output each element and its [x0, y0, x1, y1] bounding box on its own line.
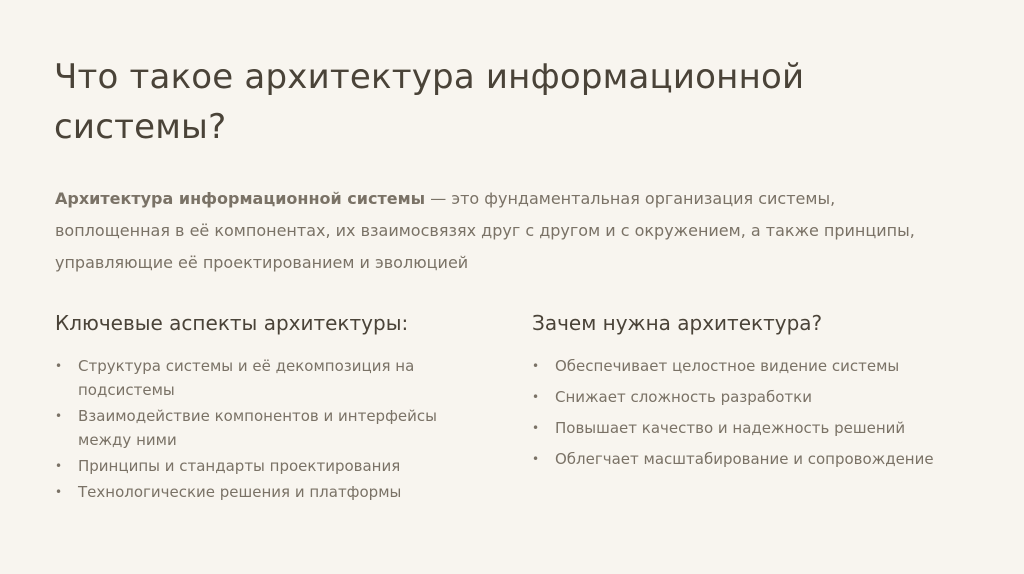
- key-aspects-heading: Ключевые аспекты архитектуры:: [55, 311, 409, 335]
- definition-paragraph: [55, 183, 955, 279]
- list-item: [55, 354, 475, 402]
- list-item-text: Снижает сложность разработки: [555, 388, 812, 406]
- slide-title: Что такое архитектура информационной системы?: [54, 57, 805, 147]
- list-item: [532, 354, 992, 378]
- list-item-text: Технологические решения и платформы: [78, 483, 402, 501]
- definition-term: Архитектура информационной системы: [55, 189, 426, 208]
- why-architecture-list: [532, 354, 992, 471]
- bullet-icon: •: [532, 359, 540, 373]
- list-item: [532, 416, 992, 440]
- definition-text: — это фундаментальная организация системы, воплощенная в её компонентах, их взаимосвязях друг с другом и с окружением, а также принципы, управляющие её проектированием и эволюцией: [55, 189, 915, 272]
- list-item-text: Структура системы и её декомпозиция на подсистемы: [78, 357, 415, 399]
- key-aspects-list: [55, 354, 475, 504]
- why-architecture-section: [532, 308, 992, 478]
- list-item: [55, 404, 475, 452]
- list-item-text: Взаимодействие компонентов и интерфейсы между ними: [78, 407, 437, 449]
- list-item: [532, 385, 992, 409]
- bullet-icon: •: [55, 359, 63, 373]
- bullet-icon: •: [532, 390, 540, 404]
- list-item: [55, 480, 475, 504]
- list-item: [532, 447, 992, 471]
- list-item-text: Облегчает масштабирование и сопровождение: [555, 450, 934, 468]
- list-item-text: Повышает качество и надежность решений: [555, 419, 906, 437]
- list-item-text: Принципы и стандарты проектирования: [78, 457, 401, 475]
- key-aspects-section: [55, 308, 475, 506]
- bullet-icon: •: [55, 459, 63, 473]
- bullet-icon: •: [55, 485, 63, 499]
- list-item: [55, 454, 475, 478]
- bullet-icon: •: [532, 452, 540, 466]
- list-item-text: Обеспечивает целостное видение системы: [555, 357, 900, 375]
- bullet-icon: •: [55, 409, 63, 423]
- bullet-icon: •: [532, 421, 540, 435]
- why-architecture-heading: Зачем нужна архитектура?: [532, 311, 823, 335]
